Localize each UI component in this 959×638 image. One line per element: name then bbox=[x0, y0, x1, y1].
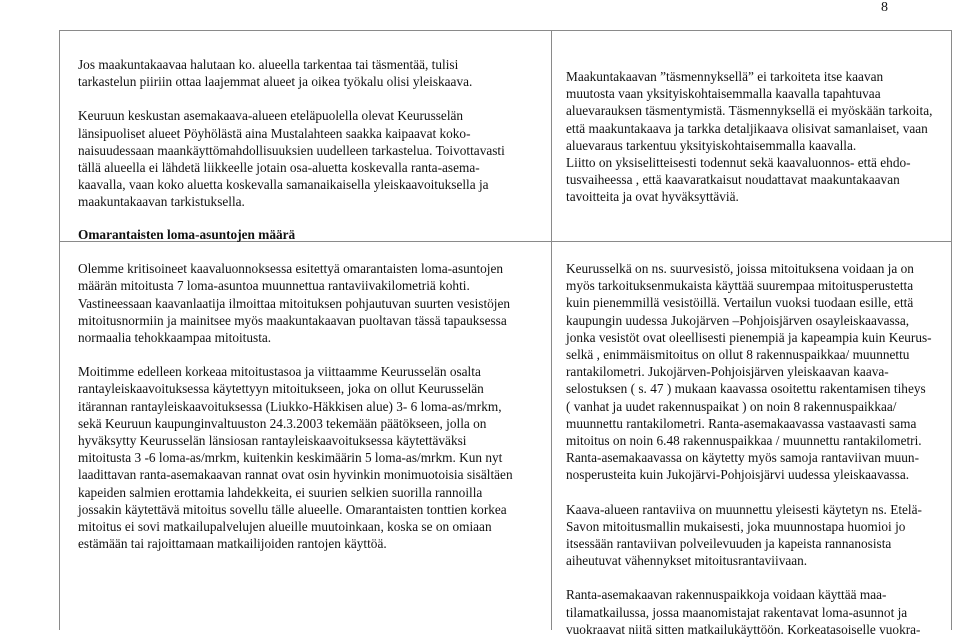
response-paragraph-1: Maakuntakaavan ”täsmennyksellä” ei tarkoiteta itse kaavan muutosta vaan yksityiskohtaisemmalla kaavalla tapahtuvaa aluevarauksen täsmentymistä. Täsmennyksellä ei myöskään tarkoita, että maakuntakaava ja tarkka detaljikaava olisivat samanlaiset, vaan aluevaraus tarkentuu yksityiskohtaisemmalla kaavalla. Liitto on yksiselitteisesti todennut sekä kaavaluonnos- että ehdo- tusvaiheessa , että kaavaratkaisut noudattavat maakuntakaavan tavoitteita ja ovat hyväksyttäviä. bbox=[566, 69, 933, 205]
response-paragraph-2: Keurusselkä on ns. suurvesistö, joissa mitoituksena voidaan ja on myös tarkoituksenmukaista käyttää suurempaa mitoitusperustetta kuin pienemmillä vesistöillä. Vertailun vuoksi tuodaan esille, että kaupungin uudessa Jukojärven –Pohjoisjärven osayleiskaavassa, jonka vesistöt ovat oleellisesti pienempiä ja kapeampia kuin Keurus- selkä , enimmäismitoitus on ollut 8 rakennuspaikkaa/ muunnettu rantakilometri. Jukojärven-Pohjoisjärven yleiskaavan kaava- selostuksen ( s. 47 ) mukaan kaavassa osoitettu rakentamisen tiheys ( vanhat ja uudet rakennuspaikat ) on noin 8 rakennuspaikkaa/ muunnettu rantakilometri. Ranta-asemakaavassa vastaavasti sama mitoitus on noin 6.48 rakennuspaikkaa / muunnettu rantakilometri. Ranta-asemakaavassa on käytetty myös samoja rantaviivan muun- nosperusteita kuin Jukojärvi-Pohjoisjärvi uudessa yleiskaavassa. bbox=[566, 261, 932, 483]
response-cell-bottom bbox=[566, 260, 946, 638]
response-cell-top bbox=[566, 68, 946, 206]
comment-paragraph-1: Jos maakuntakaavaa halutaan ko. alueella tarkentaa tai täsmentää, tulisi tarkastelun piiriin ottaa laajemmat alueet ja oikea työkalu olisi yleiskaava. bbox=[78, 57, 473, 90]
comment-cell-bottom bbox=[78, 226, 544, 552]
comment-response-table bbox=[59, 30, 952, 637]
comment-paragraph-3: Olemme kritisoineet kaavaluonnoksessa esitettyä omarantaisten loma-asuntojen määrän mitoitusta 7 loma-asuntoa muunnettua rantaviivakilometriä kohti. Vastineessaan kaavanlaatija ilmoittaa mitoituksen pohjautuvan suurten vesistöjen mitoitusnormiin ja mainitsee myös maakuntakaavan puoltavan tässä tapauksessa normaalia tehokkaampaa mitoitusta. bbox=[78, 261, 511, 346]
section-heading: Omarantaisten loma-asuntojen määrä bbox=[78, 227, 296, 242]
comment-cell-top bbox=[78, 56, 544, 211]
response-paragraph-3: Kaava-alueen rantaviiva on muunnettu yleisesti käytetyn ns. Etelä- Savon mitoitusmallin mukaisesti, joka muunnostapa huomioi jo itsessään rantaviivan polveilevuuden ja kapeista rannanosista aiheutuvat vähennykset mitoitusrantaviivaan. bbox=[566, 501, 922, 569]
column-divider bbox=[551, 31, 552, 630]
response-paragraph-4: Ranta-asemakaavan rakennuspaikkoja voidaan käyttää maa- tilamatkailussa, jossa maanomistajat rakentavat loma-asunnot ja vuokraavat niitä sitten matkailukäyttöön. Korkeatasoiselle vuokra- bbox=[566, 587, 921, 637]
page-number: 8 bbox=[881, 0, 888, 15]
comment-paragraph-4: Moitimme edelleen korkeaa mitoitustasoa ja viittaamme Keurusselän osalta rantayleiskaavoituksessa käytettyyn mitoitukseen, joka on ollut Keurusselän itärannan rantayleiskaavoituksessa (Liukko-Häkkisen alue) 3- 6 loma-as/mrkm, sekä Keuruun kaupunginvaltuuston 24.3.2003 tekemään päätökseen, jolla on hyväksytty Keurusselän länsiosan rantayleiskaavoituksessa käytettäväksi mitoitusta 3 -6 loma-as/mrkm, kuitenkin keskimäärin 5 loma-as/mrkm. Kun nyt laadittavan ranta-asemakaavan rannat ovat osin hyvinkin monimuotoisia sisältäen kapeiden salmien erottamia lahdekkeita, ei suurien selkien suorilla rannoilla jossakin käytettävä mitoitus sovellu tälle alueelle. Omarantaisten tonttien korkea mitoitus ei sovi matkailupalvelujen alueille muutoinkaan, koska se on omiaan estämään tai rajoittamaan matkailijoiden rantojen käyttöä. bbox=[78, 364, 513, 552]
comment-paragraph-2: Keuruun keskustan asemakaava-alueen eteläpuolella olevat Keurusselän länsipuoliset alueet Pöyhölästä aina Mustalahteen saakka kaipaavat koko- naisuudessaan maankäyttömahdollisuuksien uudelleen tarkastelua. Toivottavasti tällä alueella ei lähdetä liikkeelle jotain osa-aluetta koskevalla ranta-asema- kaavalla, vaan koko aluetta koskevalla samanaikaisella yleiskaavoituksella ja maakuntakaavan tarkistuksella. bbox=[78, 108, 505, 210]
